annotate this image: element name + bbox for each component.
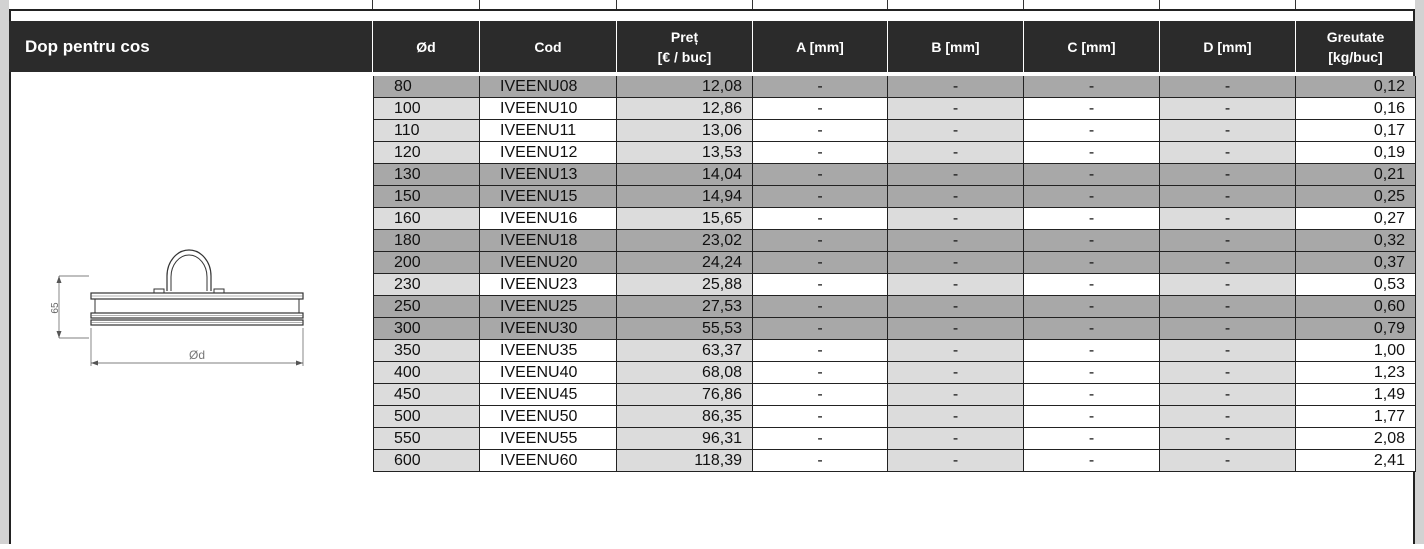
cell-price: 12,86 xyxy=(617,98,753,120)
cell-a: - xyxy=(753,120,888,142)
cell-price: 27,53 xyxy=(617,296,753,318)
table-row xyxy=(373,450,1416,472)
cell-diameter: 400 xyxy=(373,362,480,384)
cell-c: - xyxy=(1024,296,1160,318)
table-row xyxy=(373,164,1416,186)
cell-code: IVEENU45 xyxy=(480,384,617,406)
cell-price: 14,04 xyxy=(617,164,753,186)
col-header-price-unit: [€ / buc] xyxy=(657,48,712,65)
table-row xyxy=(373,120,1416,142)
cell-a: - xyxy=(753,362,888,384)
cell-weight: 0,19 xyxy=(1296,142,1416,164)
cell-price: 23,02 xyxy=(617,230,753,252)
table-row xyxy=(373,98,1416,120)
cell-diameter: 160 xyxy=(373,208,480,230)
cell-a: - xyxy=(753,142,888,164)
cell-diameter: 80 xyxy=(373,76,480,98)
cell-code: IVEENU15 xyxy=(480,186,617,208)
cell-code: IVEENU16 xyxy=(480,208,617,230)
col-header-a: A [mm] xyxy=(752,21,887,72)
cell-weight: 1,23 xyxy=(1296,362,1416,384)
table-row xyxy=(373,340,1416,362)
cell-c: - xyxy=(1024,120,1160,142)
cell-a: - xyxy=(753,296,888,318)
cell-d: - xyxy=(1160,208,1296,230)
col-header-weight-unit: [kg/buc] xyxy=(1328,48,1383,65)
cell-price: 13,06 xyxy=(617,120,753,142)
cell-a: - xyxy=(753,208,888,230)
previous-table-stub xyxy=(9,0,1415,11)
cell-c: - xyxy=(1024,450,1160,472)
cell-code: IVEENU35 xyxy=(480,340,617,362)
table-row xyxy=(373,362,1416,384)
cell-b: - xyxy=(888,252,1024,274)
cell-b: - xyxy=(888,164,1024,186)
cell-diameter: 600 xyxy=(373,450,480,472)
cell-diameter: 200 xyxy=(373,252,480,274)
table-row xyxy=(373,252,1416,274)
cell-diameter: 120 xyxy=(373,142,480,164)
cell-d: - xyxy=(1160,318,1296,340)
col-header-b: B [mm] xyxy=(887,21,1023,72)
cell-code: IVEENU25 xyxy=(480,296,617,318)
cell-price: 96,31 xyxy=(617,428,753,450)
cell-weight: 0,60 xyxy=(1296,296,1416,318)
table-title: Dop pentru cos xyxy=(25,36,150,56)
cell-c: - xyxy=(1024,76,1160,98)
cell-a: - xyxy=(753,406,888,428)
cell-b: - xyxy=(888,318,1024,340)
col-header-diameter: Ød xyxy=(372,21,479,72)
cell-d: - xyxy=(1160,296,1296,318)
col-header-d: D [mm] xyxy=(1159,21,1295,72)
table-row xyxy=(373,186,1416,208)
product-drawing-cell xyxy=(11,76,374,544)
cell-code: IVEENU13 xyxy=(480,164,617,186)
cell-weight: 0,32 xyxy=(1296,230,1416,252)
cell-code: IVEENU08 xyxy=(480,76,617,98)
cell-a: - xyxy=(753,230,888,252)
diameter-dimension-label: Ød xyxy=(188,348,206,362)
table-row xyxy=(373,406,1416,428)
chimney-cap-drawing xyxy=(11,76,374,544)
cell-price: 24,24 xyxy=(617,252,753,274)
cell-d: - xyxy=(1160,98,1296,120)
cell-b: - xyxy=(888,186,1024,208)
cell-diameter: 500 xyxy=(373,406,480,428)
table-header xyxy=(9,21,1415,72)
table-row xyxy=(373,274,1416,296)
cell-d: - xyxy=(1160,120,1296,142)
cell-code: IVEENU23 xyxy=(480,274,617,296)
cell-b: - xyxy=(888,98,1024,120)
cell-a: - xyxy=(753,384,888,406)
cell-a: - xyxy=(753,428,888,450)
cell-c: - xyxy=(1024,274,1160,296)
col-header-weight xyxy=(1295,21,1415,72)
cell-price: 63,37 xyxy=(617,340,753,362)
cell-price: 13,53 xyxy=(617,142,753,164)
cell-d: - xyxy=(1160,142,1296,164)
cell-b: - xyxy=(888,340,1024,362)
cell-d: - xyxy=(1160,406,1296,428)
cell-d: - xyxy=(1160,450,1296,472)
cell-b: - xyxy=(888,384,1024,406)
table-row xyxy=(373,208,1416,230)
cell-diameter: 550 xyxy=(373,428,480,450)
cell-diameter: 110 xyxy=(373,120,480,142)
cell-diameter: 230 xyxy=(373,274,480,296)
cell-d: - xyxy=(1160,384,1296,406)
cell-price: 55,53 xyxy=(617,318,753,340)
cell-weight: 2,08 xyxy=(1296,428,1416,450)
cell-weight: 0,16 xyxy=(1296,98,1416,120)
cell-code: IVEENU11 xyxy=(480,120,617,142)
cell-diameter: 300 xyxy=(373,318,480,340)
cell-code: IVEENU18 xyxy=(480,230,617,252)
cell-b: - xyxy=(888,450,1024,472)
cell-d: - xyxy=(1160,252,1296,274)
cell-weight: 0,17 xyxy=(1296,120,1416,142)
cell-a: - xyxy=(753,186,888,208)
table-row xyxy=(373,76,1416,98)
table-row xyxy=(373,384,1416,406)
height-dimension-label: 65 xyxy=(50,302,61,314)
cell-a: - xyxy=(753,76,888,98)
table-row xyxy=(373,428,1416,450)
cell-weight: 0,12 xyxy=(1296,76,1416,98)
cell-a: - xyxy=(753,98,888,120)
cell-price: 76,86 xyxy=(617,384,753,406)
cell-code: IVEENU12 xyxy=(480,142,617,164)
col-header-price-name: Preț xyxy=(670,28,699,45)
cell-diameter: 250 xyxy=(373,296,480,318)
col-header-code: Cod xyxy=(479,21,616,72)
cell-weight: 0,79 xyxy=(1296,318,1416,340)
cell-d: - xyxy=(1160,186,1296,208)
cell-d: - xyxy=(1160,76,1296,98)
cell-c: - xyxy=(1024,384,1160,406)
cell-a: - xyxy=(753,450,888,472)
cell-b: - xyxy=(888,230,1024,252)
cell-code: IVEENU60 xyxy=(480,450,617,472)
cell-d: - xyxy=(1160,274,1296,296)
cell-c: - xyxy=(1024,164,1160,186)
cell-weight: 1,77 xyxy=(1296,406,1416,428)
cell-c: - xyxy=(1024,318,1160,340)
cell-a: - xyxy=(753,274,888,296)
cell-b: - xyxy=(888,76,1024,98)
table-row xyxy=(373,296,1416,318)
table-row xyxy=(373,230,1416,252)
cell-weight: 0,27 xyxy=(1296,208,1416,230)
cell-b: - xyxy=(888,274,1024,296)
cell-b: - xyxy=(888,406,1024,428)
cell-price: 15,65 xyxy=(617,208,753,230)
cell-weight: 0,25 xyxy=(1296,186,1416,208)
cell-d: - xyxy=(1160,428,1296,450)
cell-weight: 1,00 xyxy=(1296,340,1416,362)
cell-weight: 0,37 xyxy=(1296,252,1416,274)
cell-code: IVEENU10 xyxy=(480,98,617,120)
cell-a: - xyxy=(753,164,888,186)
cell-c: - xyxy=(1024,340,1160,362)
cell-c: - xyxy=(1024,230,1160,252)
cell-c: - xyxy=(1024,362,1160,384)
cell-d: - xyxy=(1160,164,1296,186)
table-row xyxy=(373,318,1416,340)
cell-weight: 0,53 xyxy=(1296,274,1416,296)
cell-c: - xyxy=(1024,142,1160,164)
cell-diameter: 150 xyxy=(373,186,480,208)
cell-code: IVEENU55 xyxy=(480,428,617,450)
cell-weight: 2,41 xyxy=(1296,450,1416,472)
cell-diameter: 130 xyxy=(373,164,480,186)
cell-code: IVEENU40 xyxy=(480,362,617,384)
cell-diameter: 100 xyxy=(373,98,480,120)
cell-b: - xyxy=(888,120,1024,142)
col-header-c: C [mm] xyxy=(1023,21,1159,72)
cell-a: - xyxy=(753,340,888,362)
cell-c: - xyxy=(1024,252,1160,274)
cell-weight: 1,49 xyxy=(1296,384,1416,406)
cell-a: - xyxy=(753,318,888,340)
cell-code: IVEENU20 xyxy=(480,252,617,274)
cell-b: - xyxy=(888,208,1024,230)
cell-b: - xyxy=(888,142,1024,164)
col-header-price xyxy=(616,21,752,72)
cell-b: - xyxy=(888,296,1024,318)
cell-diameter: 450 xyxy=(373,384,480,406)
cell-c: - xyxy=(1024,208,1160,230)
cell-d: - xyxy=(1160,340,1296,362)
cell-code: IVEENU50 xyxy=(480,406,617,428)
cell-price: 86,35 xyxy=(617,406,753,428)
cell-price: 25,88 xyxy=(617,274,753,296)
table-row xyxy=(373,142,1416,164)
cell-b: - xyxy=(888,428,1024,450)
table-body xyxy=(9,76,1415,544)
cell-d: - xyxy=(1160,362,1296,384)
cell-c: - xyxy=(1024,98,1160,120)
cell-c: - xyxy=(1024,186,1160,208)
cell-code: IVEENU30 xyxy=(480,318,617,340)
col-header-weight-name: Greutate xyxy=(1326,28,1385,45)
cell-weight: 0,21 xyxy=(1296,164,1416,186)
cell-b: - xyxy=(888,362,1024,384)
cell-price: 118,39 xyxy=(617,450,753,472)
cell-diameter: 180 xyxy=(373,230,480,252)
cell-price: 68,08 xyxy=(617,362,753,384)
cell-c: - xyxy=(1024,406,1160,428)
cell-d: - xyxy=(1160,230,1296,252)
cell-c: - xyxy=(1024,428,1160,450)
cell-a: - xyxy=(753,252,888,274)
cell-price: 14,94 xyxy=(617,186,753,208)
cell-price: 12,08 xyxy=(617,76,753,98)
cell-diameter: 350 xyxy=(373,340,480,362)
